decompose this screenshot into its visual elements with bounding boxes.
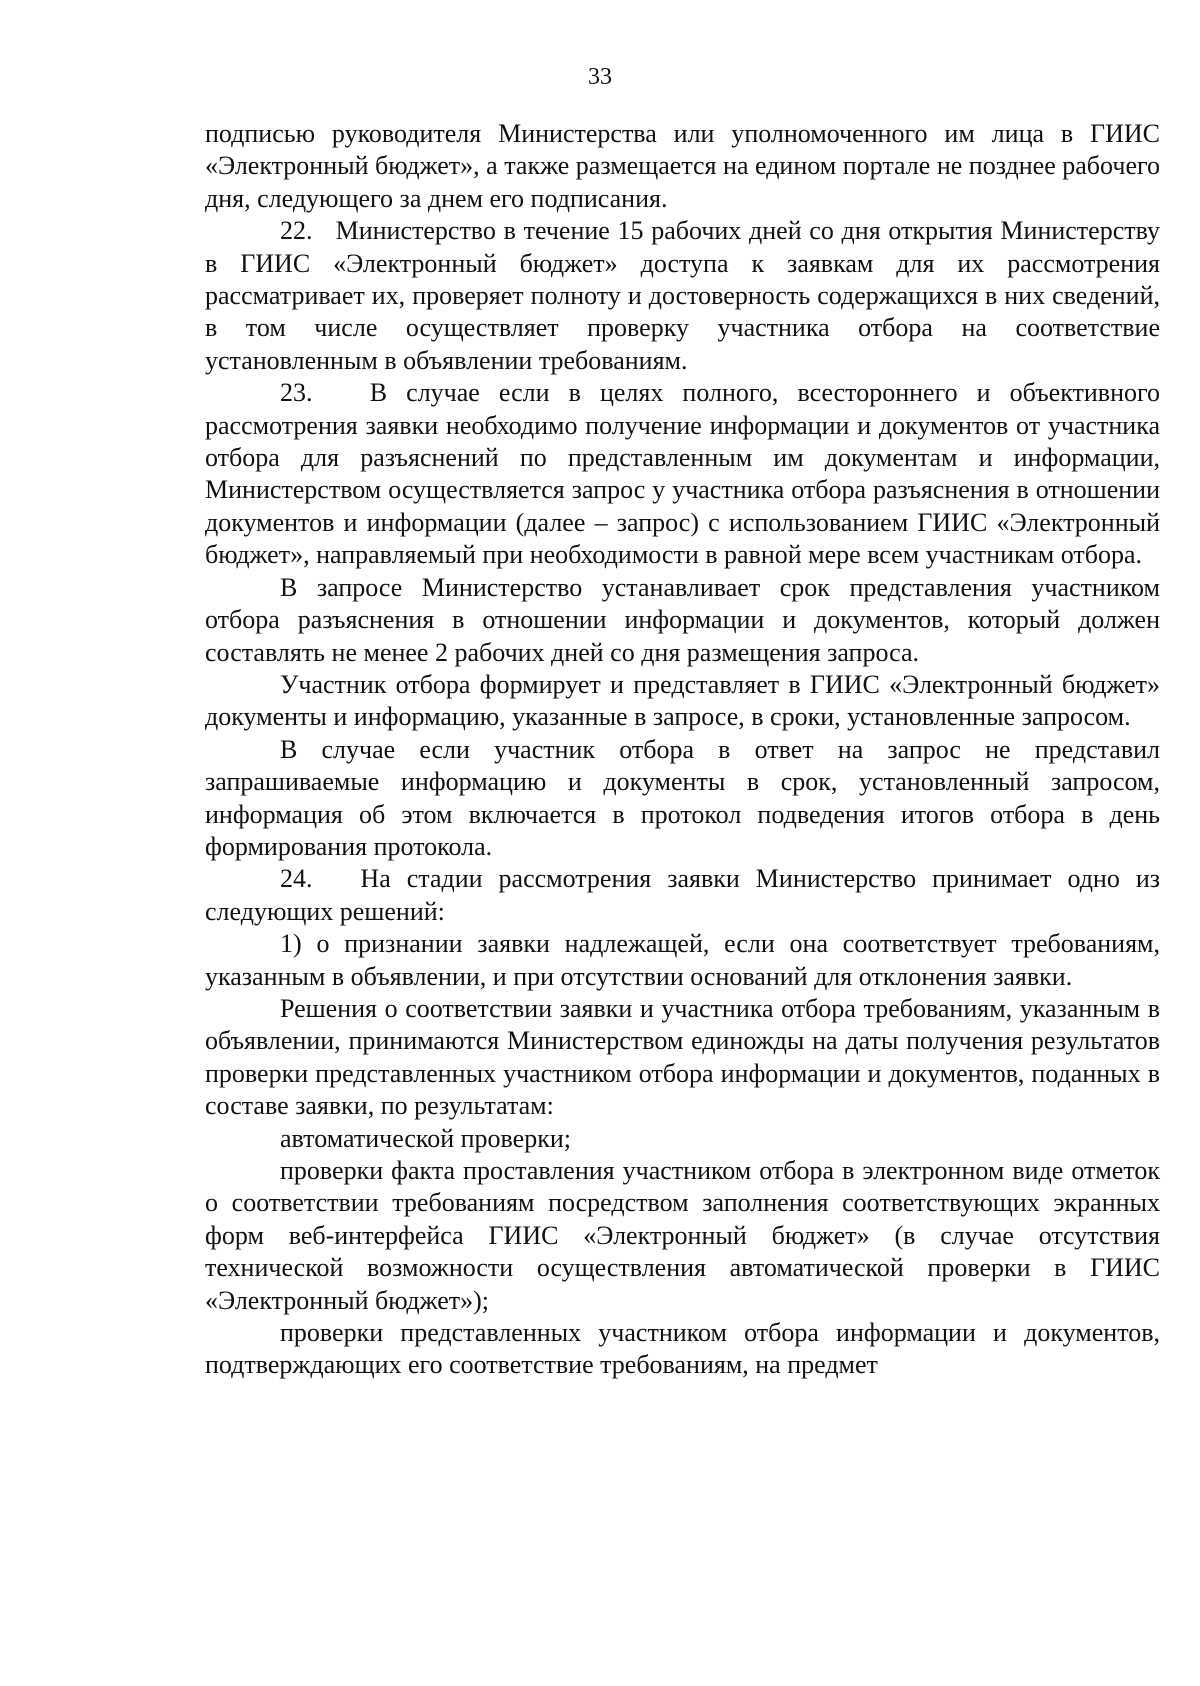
paragraph: проверки факта проставления участником отбора в электронном виде отметок о соответствии требованиям посредством заполнения соответствующих экранных форм веб-интерфейса ГИИС «Электронный бюджет» (в случае отсутствия технической возможности осуществления автоматической проверки в ГИИС «Электронный бюджет»); — [205, 1156, 1160, 1315]
paragraph-item-22: 22. Министерство в течение 15 рабочих дней со дня открытия Министерству в ГИИС «Электронный бюджет» доступа к заявкам для их рассмотрения рассматривает их, проверяет полноту и достоверность содержащихся в них сведений, в том числе осуществляет проверку участника отбора на соответствие установленным в объявлении требованиям. — [205, 216, 1160, 375]
paragraph: В запросе Министерство устанавливает срок представления участником отбора разъяснения в отношении информации и документов, который должен составлять не менее 2 рабочих дней со дня размещения запроса. — [205, 572, 1160, 667]
paragraph-item-24: 24. На стадии рассмотрения заявки Министерство принимает одно из следующих решений: — [205, 864, 1160, 926]
document-body — [205, 118, 1160, 1382]
paragraph: Участник отбора формирует и представляет в ГИИС «Электронный бюджет» документы и информацию, указанные в запросе, в сроки, установленные запросом. — [205, 669, 1160, 732]
paragraph: проверки представленных участником отбора информации и документов, подтверждающих его соответствие требованиям, на предмет — [205, 1318, 1160, 1380]
paragraph: автоматической проверки; — [280, 1123, 571, 1153]
paragraph-item-23: 23. В случае если в целях полного, всестороннего и объективного рассмотрения заявки необходимо получение информации и документов от участника отбора для разъяснений по представленным им документам и информации, Министерством осуществляется запрос у участника отбора разъяснения в отношении документов и информации (далее – запрос) с использованием ГИИС «Электронный бюджет», направляемый при необходимости в равной мере всем участникам отбора. — [205, 378, 1160, 570]
paragraph-subitem-1: 1) о признании заявки надлежащей, если она соответствует требованиям, указанным в объявлении, и при отсутствии оснований для отклонения заявки. — [205, 929, 1160, 991]
page-number: 33 — [588, 64, 612, 90]
paragraph: Решения о соответствии заявки и участника отбора требованиям, указанным в объявлении, принимаются Министерством единожды на даты получения результатов проверки представленных участником отбора информации и документов, поданных в составе заявки, по результатам: — [205, 993, 1160, 1121]
paragraph: подписью руководителя Министерства или уполномоченного им лица в ГИИС «Электронный бюджет», а также размещается на едином портале не позднее рабочего дня, следующего за днем его подписания. — [205, 119, 1160, 213]
paragraph: В случае если участник отбора в ответ на запрос не представил запрашиваемые информацию и документы в срок, установленный запросом, информация об этом включается в протокол подведения итогов отбора в день формирования протокола. — [205, 734, 1160, 861]
